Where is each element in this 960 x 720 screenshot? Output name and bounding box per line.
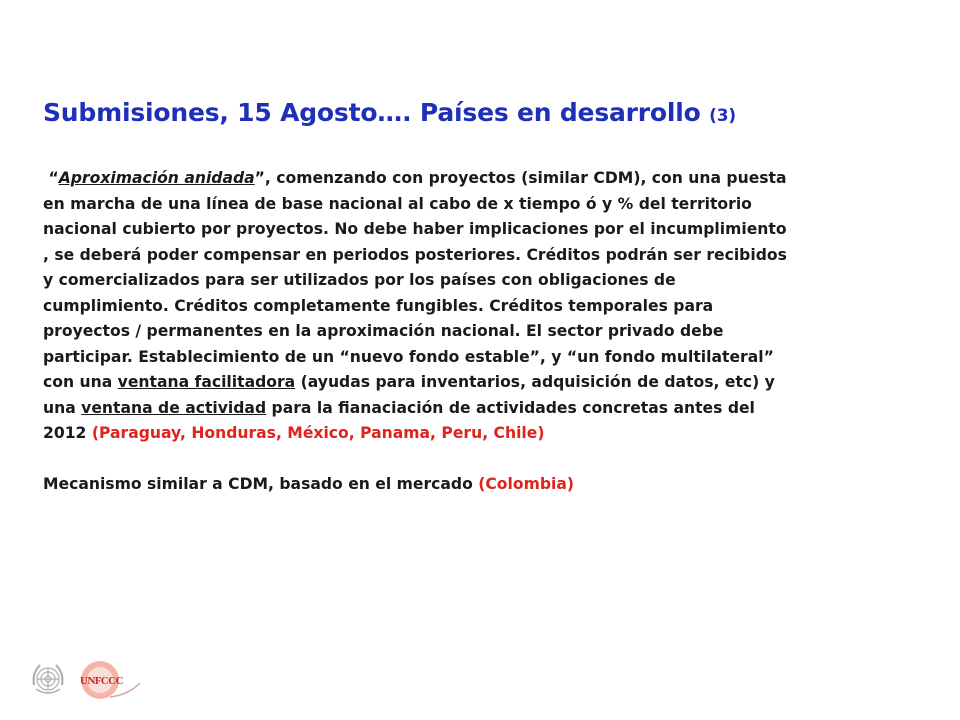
body-line: proyectos / permanentes en la aproximación nacional. El sector privado debe [43,322,724,340]
body-text: con una [43,373,118,391]
open-quote: “ [48,169,59,187]
body-line: nacional cubierto por proyectos. No debe haber implicaciones por el incumplimiento [43,220,787,238]
footer-logos [28,655,148,705]
body-line: y comercializados para ser utilizados por los países con obligaciones de [43,271,676,289]
un-emblem-icon [28,659,68,699]
body-line [43,370,923,396]
body-text: una [43,398,82,417]
body-line [43,421,923,447]
slide-number-suffix: (3) [709,106,736,126]
slide-title [43,98,736,127]
body-text: ”, comenzando con proyectos (similar CDM), con una puesta [254,169,787,187]
countries-list: (Colombia) [478,474,574,493]
body-line: participar. Establecimiento de un “nuevo fondo estable”, y “un fondo multilateral” [43,347,774,366]
body-text: 2012 [43,424,92,442]
paragraph-market-mechanism [43,472,923,498]
slide-body [43,166,923,497]
term-facilitating-window: ventana facilitadora [117,373,296,391]
body-text: (ayudas para inventarios, adquisición de datos, etc) y [295,373,775,391]
body-line [43,472,923,498]
body-line: , se deberá poder compensar en periodos posteriores. Créditos podrán ser recibidos [43,245,787,264]
paragraph-spacer [43,447,923,472]
body-line: en marcha de una línea de base nacional al cabo de x tiempo ó y % del territorio [43,194,752,213]
unfccc-logo-text: UNFCCC [80,675,123,687]
body-text: para la fianaciación de actividades concretas antes del [266,398,755,417]
term-nested-approach: Aproximación anidada [58,169,255,187]
body-line: cumplimiento. Créditos completamente fungibles. Créditos temporales para [43,296,714,315]
unfccc-logo-icon [76,657,142,703]
slide-title-text: Submisiones, 15 Agosto…. Países en desarrollo [43,98,701,127]
paragraph-nested-approach [43,166,923,447]
term-activity-window: ventana de actividad [81,398,267,417]
body-line [43,396,923,422]
countries-list: (Paraguay, Honduras, México, Panama, Peru, Chile) [91,424,545,442]
body-line [43,166,923,192]
body-text: Mecanismo similar a CDM, basado en el mercado [43,474,479,493]
